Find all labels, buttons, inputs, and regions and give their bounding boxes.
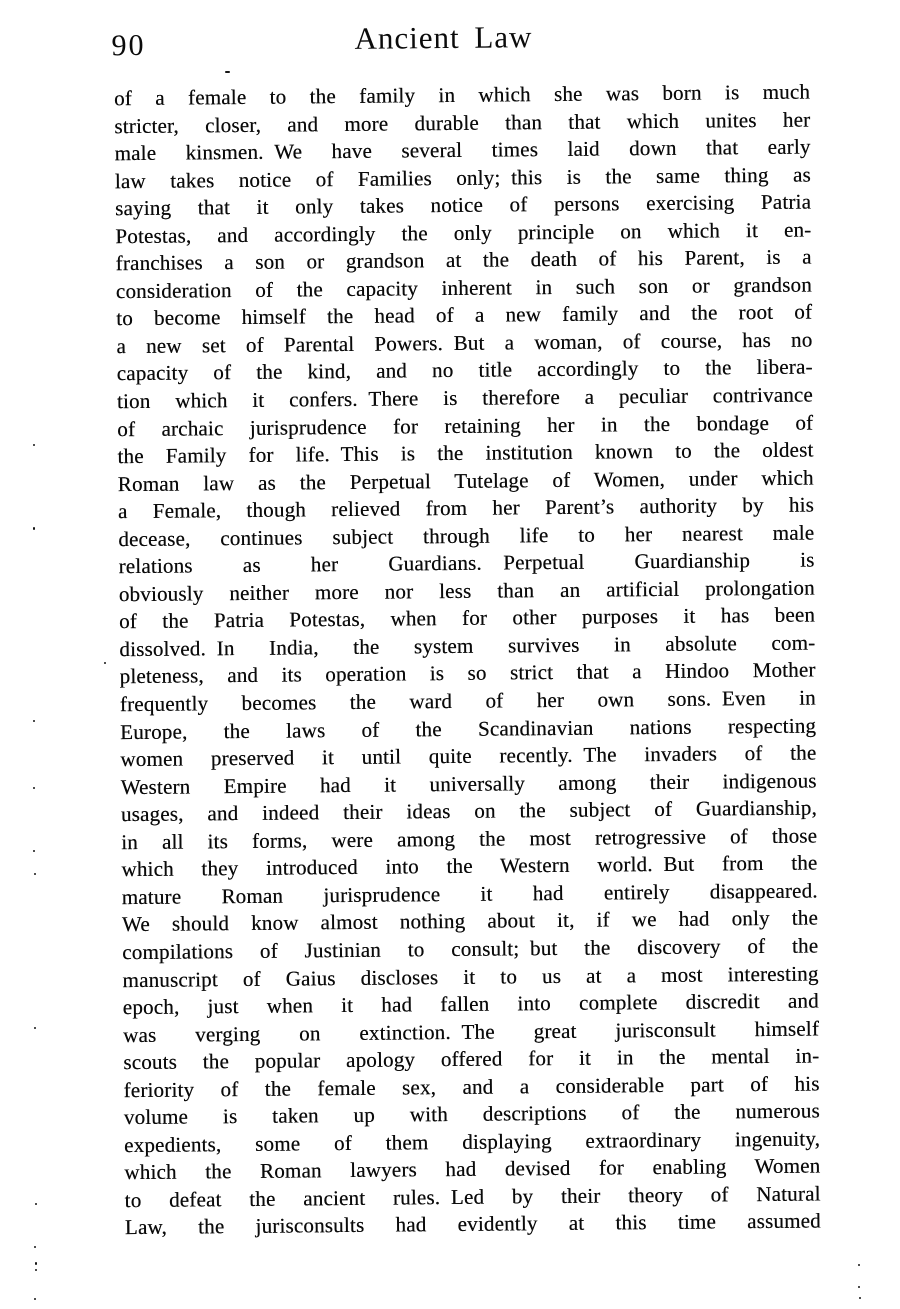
page-number: 90	[111, 28, 146, 63]
text-line: expedients, some of them displaying extraordinary ingenuity,	[123, 1126, 821, 1157]
text-line: was verging on extinction. The great jurisconsult himself	[122, 1016, 820, 1047]
text-line: compilations of Justinian to consult; but the discovery of the	[122, 933, 819, 965]
text-line: of archaic jurisprudence for retaining her in the bondage of	[117, 410, 814, 441]
text-line: Europe, the laws of the Scandinavian nations respecting	[119, 713, 817, 744]
text-line: manuscript of Gaius discloses it to us at a most interesting	[122, 960, 819, 992]
scan-speckle	[33, 787, 35, 789]
scan-speckle	[34, 873, 36, 875]
text-line: saying that it only takes notice of persons exercising Patria	[114, 189, 812, 221]
scan-speckle	[35, 1262, 37, 1265]
text-line: a Female, though relieved from her Parent’s authority by his	[117, 492, 815, 524]
page-body	[114, 79, 821, 1243]
text-line: dissolved. In India, the system survives in absolute com-	[119, 630, 816, 662]
text-line: epoch, just when it had fallen into complete discredit and	[122, 988, 819, 1020]
text-line: obviously neither more nor less than an artificial prolongation	[118, 575, 815, 607]
text-line: capacity of the kind, and no title accordingly to the libera-	[116, 354, 813, 386]
text-line: usages, and indeed their ideas on the subject of Guardianship,	[120, 795, 817, 827]
scan-speckle	[34, 1298, 36, 1300]
scan-speckle	[859, 1297, 861, 1299]
text-line: male kinsmen. We have several times laid down that early	[114, 134, 811, 166]
scan-speckle	[35, 1203, 37, 1205]
text-line: feriority of the female sex, and a considerable part of his	[123, 1071, 820, 1102]
scan-speckle	[104, 662, 106, 664]
text-line: relations as her Guardians. Perpetual Guardianship is	[118, 547, 815, 579]
text-line: which they introduced into the Western world. But from the	[121, 850, 818, 882]
text-line: Potestas, and accordingly the only principle on which it en-	[115, 217, 812, 248]
scan-speckle	[35, 1269, 37, 1271]
text-line: pleteness, and its operation is so strict that a Hindoo Mother	[119, 657, 816, 689]
text-line: which the Roman lawyers had devised for enabling Women	[124, 1153, 821, 1185]
scan-speckle	[33, 527, 35, 530]
text-line: tion which it confers. There is therefore a peculiar contrivance	[116, 382, 814, 414]
text-line: the Family for life. This is the institution known to the oldest	[117, 437, 814, 469]
scan-speckle	[858, 1286, 860, 1288]
text-line: mature Roman jurisprudence it had entirely disappeared.	[121, 878, 818, 910]
text-line: to defeat the ancient rules. Led by their theory of Natural	[124, 1181, 821, 1213]
text-line: women preserved it until quite recently. The invaders of the	[120, 740, 817, 772]
text-line: of the Patria Potestas, when for other purposes it has been	[118, 602, 816, 634]
text-line: franchises a son or grandson at the death of his Parent, is a	[115, 244, 812, 276]
text-line: frequently becomes the ward of her own sons. Even in	[119, 685, 816, 717]
text-line: volume is taken up with descriptions of the numerous	[123, 1098, 820, 1130]
text-line: Law, the jurisconsults had evidently at this time assumed	[124, 1208, 821, 1240]
text-line: of a female to the family in which she was born is much	[113, 79, 811, 111]
text-line: Roman law as the Perpetual Tutelage of Women, under which	[117, 465, 814, 496]
text-line: a new set of Parental Powers. But a woman, of course, has no	[116, 327, 813, 359]
text-line: law takes notice of Families only; this is the same thing as	[114, 162, 811, 193]
text-line: We should know almost nothing about it, if we had only the	[121, 905, 819, 937]
scan-speckle	[225, 71, 230, 73]
scan-speckle	[858, 1264, 860, 1266]
text-line: decease, continues subject through life to her nearest male	[118, 520, 815, 551]
text-line: consideration of the capacity inherent in such son or grandson	[115, 272, 812, 304]
scan-speckle	[33, 850, 35, 852]
scan-speckle	[33, 720, 35, 722]
scan-speckle	[34, 1027, 36, 1029]
text-line: stricter, closer, and more durable than that which unites her	[114, 107, 811, 138]
text-line: Western Empire had it universally among their indigenous	[120, 768, 817, 799]
text-line: scouts the popular apology offered for it in the mental in-	[123, 1043, 820, 1075]
running-title: Ancient Law	[354, 19, 533, 56]
text-line: in all its forms, were among the most retrogressive of those	[121, 823, 818, 854]
text-line: to become himself the head of a new family and the root of	[116, 299, 813, 331]
scan-speckle	[34, 1246, 36, 1248]
scan-speckle	[33, 444, 35, 446]
